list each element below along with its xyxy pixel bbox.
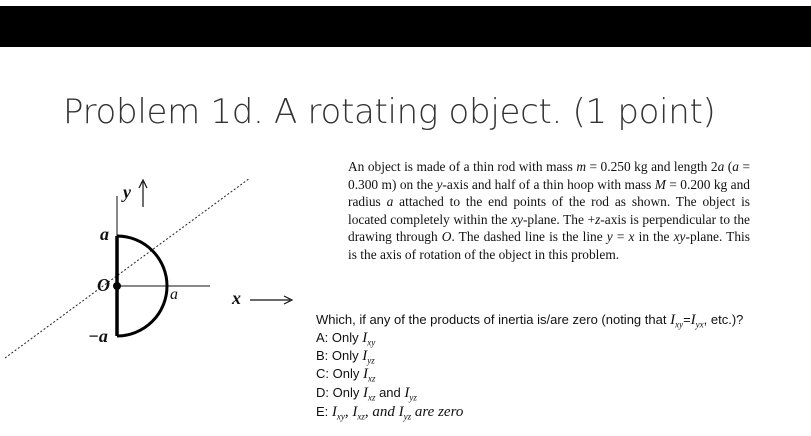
origin-dot <box>113 282 121 290</box>
label-a-top: a <box>100 224 109 244</box>
option-a: A: Only $I_{xy}$ <box>316 330 376 348</box>
page-title: Problem 1d. A rotating object. (1 point) <box>63 92 716 132</box>
label-x: x <box>232 288 241 308</box>
label-origin: O <box>97 275 110 295</box>
dashed-axis-line <box>5 178 250 358</box>
label-y: y <box>123 182 131 202</box>
option-b: B: Only $I_{yz}$ <box>316 348 375 366</box>
rotating-object-figure <box>0 170 300 370</box>
option-d: D: Only $I_{xz}$ and $I_{yz}$ <box>316 385 417 403</box>
option-e: E: $I_{xy}$, $I_{xz}$, and $I_{yz}$ are zero <box>316 404 464 422</box>
header-bar <box>0 6 811 47</box>
figure-drawing <box>0 170 300 370</box>
problem-description: An object is made of a thin rod with mass m = 0.250 kg and length 2a (a = 0.300 m) on the y-axis and half of a thin hoop with mass M = 0.200 kg and radius a attached to the end points of the rod as shown. The object is located completely within the xy-plane. The +z-axis is perpendicular to the drawing through O. The dashed line is the line y = x in the xy-plane. This is the axis of rotation of the object in this problem. <box>348 159 751 262</box>
option-c: C: Only $I_{xz}$ <box>316 366 376 384</box>
question-text: Which, if any of the products of inertia is/are zero (noting that $I_{xy}=I_{yx}$, etc.)? <box>316 312 744 330</box>
label-a-radius: a <box>170 286 178 303</box>
label-neg-a: −a <box>88 326 108 346</box>
